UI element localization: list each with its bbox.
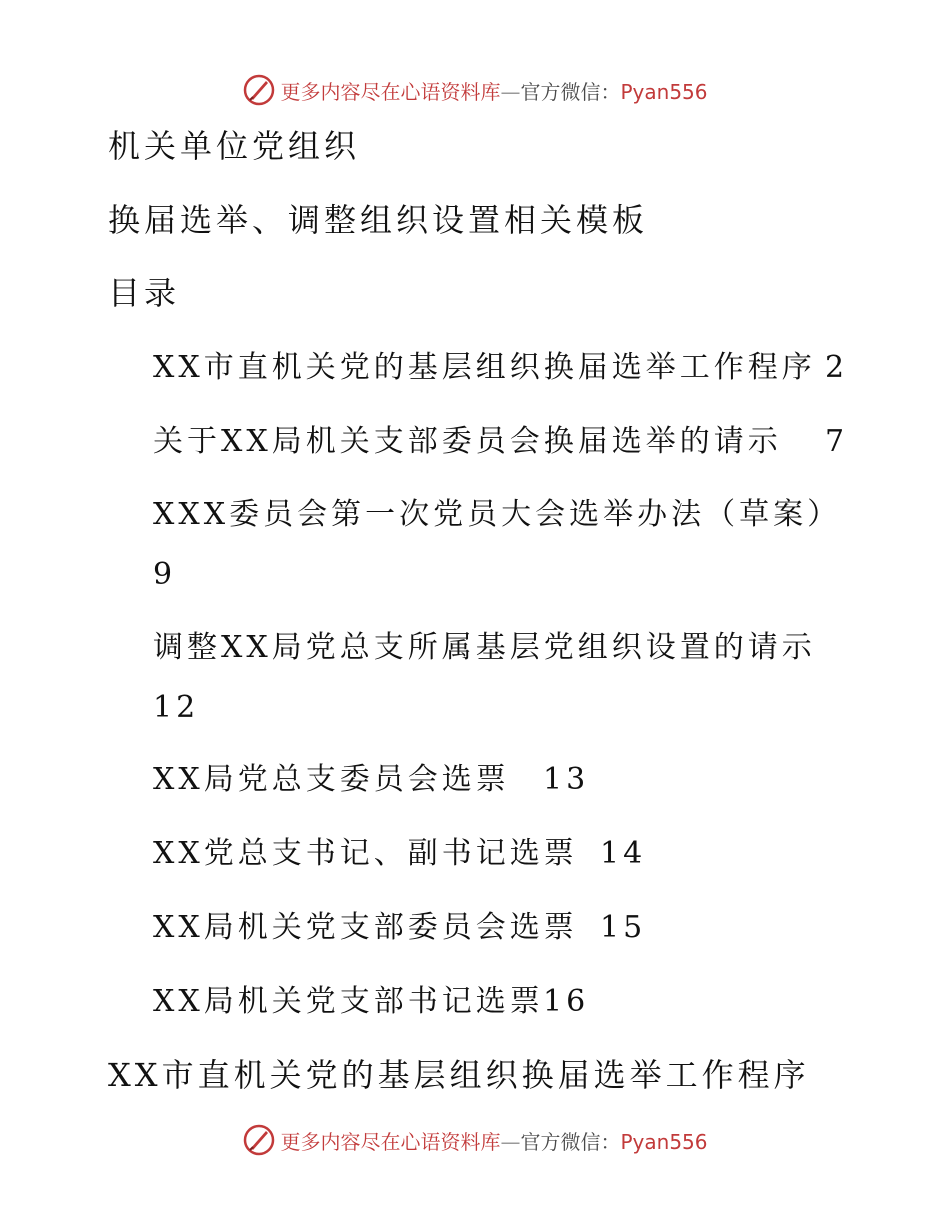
toc-entry-title: XX党总支书记、副书记选票 bbox=[153, 836, 578, 871]
heading-line-2: 换届选举、调整组织设置相关模板 bbox=[108, 201, 649, 239]
toc-entry-page: 9 bbox=[153, 557, 177, 592]
quill-circle-icon bbox=[242, 1123, 276, 1157]
watermark-banner-bottom bbox=[0, 1120, 950, 1160]
toc-entry-title: 调整XX局党总支所属基层党组织设置的请示 bbox=[153, 630, 816, 665]
toc-entry-title: XX局机关党支部委员会选票 bbox=[153, 910, 578, 945]
toc-entry bbox=[153, 348, 853, 388]
toc-entry bbox=[153, 628, 853, 725]
toc-entry bbox=[153, 760, 853, 800]
section-heading: XX市直机关党的基层组织换届选举工作程序 bbox=[108, 1056, 810, 1094]
toc-entry-page: 2 bbox=[825, 350, 849, 385]
toc-entry-page: 12 bbox=[153, 690, 200, 725]
toc-entry-page: 7 bbox=[825, 424, 849, 459]
watermark-banner-top bbox=[0, 70, 950, 110]
toc-entry bbox=[153, 422, 853, 462]
quill-circle-icon bbox=[242, 73, 276, 107]
toc-entry-title: XX局党总支委员会选票 bbox=[153, 762, 510, 797]
toc-entry-title: XX市直机关党的基层组织换届选举工作程序 bbox=[153, 350, 816, 385]
watermark-wechat: Pyan556 bbox=[620, 79, 708, 104]
watermark-text: 更多内容尽在心语资料库 bbox=[280, 1129, 501, 1154]
toc-entry-page: 15 bbox=[600, 910, 647, 945]
toc-entry-title: XXX委员会第一次党员大会选举办法（草案） bbox=[153, 497, 842, 532]
watermark-official: 官方微信： bbox=[520, 79, 621, 104]
watermark-official: 官方微信： bbox=[520, 1129, 621, 1154]
watermark-dash: — bbox=[500, 1129, 521, 1154]
heading-line-1: 机关单位党组织 bbox=[108, 127, 361, 165]
watermark-text: 更多内容尽在心语资料库 bbox=[280, 79, 501, 104]
toc-entry bbox=[153, 908, 853, 948]
toc-entry bbox=[153, 495, 853, 592]
watermark-dash: — bbox=[500, 79, 521, 104]
toc-entry-title: XX局机关党支部书记选票 bbox=[153, 984, 544, 1019]
toc-entry-title: 关于XX局机关支部委员会换届选举的请示 bbox=[153, 424, 782, 459]
toc-entry bbox=[153, 834, 853, 874]
toc-entry-page: 14 bbox=[600, 836, 647, 871]
watermark-wechat: Pyan556 bbox=[620, 1129, 708, 1154]
toc-entry bbox=[153, 982, 853, 1022]
toc-entry-page: 16 bbox=[543, 984, 590, 1019]
toc-title: 目录 bbox=[108, 274, 181, 312]
toc-entry-page: 13 bbox=[543, 762, 590, 797]
